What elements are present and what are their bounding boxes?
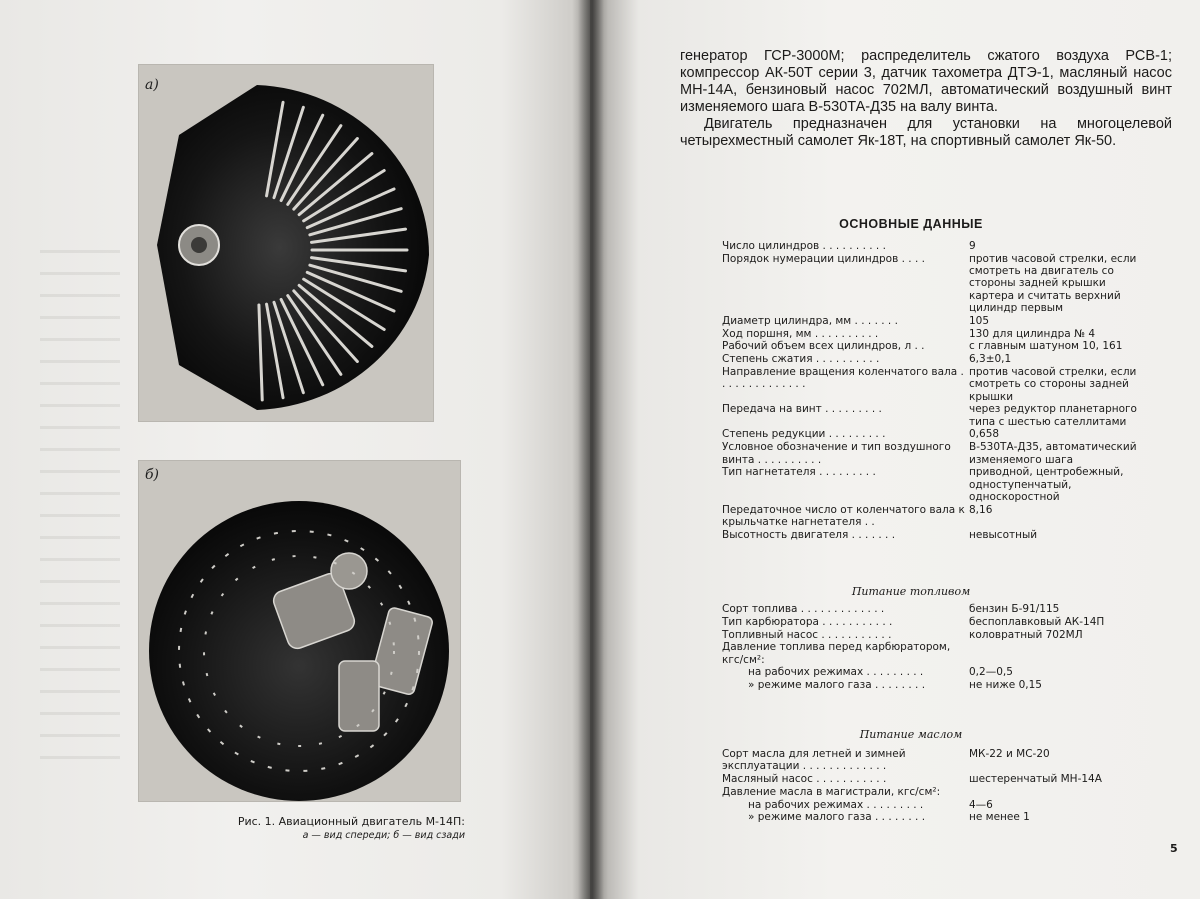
- spec-name: Масляный насос . . . . . . . . . . .: [722, 773, 887, 786]
- spec-name: Тип карбюратора . . . . . . . . . . .: [722, 615, 893, 628]
- spec-row: [722, 403, 1142, 428]
- spec-name: Число цилиндров . . . . . . . . . .: [722, 240, 886, 252]
- book-gutter: [578, 0, 604, 899]
- spec-row: [722, 504, 1142, 529]
- spec-name: Диаметр цилиндра, мм . . . . . . .: [722, 314, 898, 327]
- spec-value: бензин Б-91/115: [969, 603, 1060, 615]
- spec-row: [722, 786, 1142, 798]
- spec-row: [722, 641, 1142, 666]
- spec-value: МК-22 и МС-20: [969, 748, 1050, 760]
- spec-row: [722, 340, 1142, 352]
- figure-caption: [215, 815, 465, 843]
- caption-legend: а — вид спереди; б — вид сзади: [302, 830, 465, 841]
- caption-title: Рис. 1. Авиационный двигатель М-14П:: [237, 815, 465, 828]
- engine-front-photo: [138, 64, 434, 422]
- spec-name: Топливный насос . . . . . . . . . . .: [722, 628, 892, 641]
- spec-row: [722, 811, 1142, 823]
- spec-value: 9: [969, 240, 976, 252]
- spec-name: Передаточное число от коленчатого вала к крыльчатке нагнетателя . .: [722, 503, 965, 529]
- spec-value: беспоплавковый АК-14П: [969, 615, 1105, 628]
- spec-value: [969, 641, 1139, 666]
- spec-name: Сорт масла для летней и зимней эксплуатации . . . . . . . . . . . . .: [722, 748, 906, 773]
- page-number: 5: [1170, 842, 1178, 855]
- spec-name: на рабочих режимах . . . . . . . . .: [748, 666, 924, 679]
- section-title: ОСНОВНЫЕ ДАННЫЕ: [839, 217, 983, 231]
- oil-subheading: Питание маслом: [859, 728, 963, 741]
- spec-row: [722, 799, 1142, 811]
- spec-value: против часовой стрелки, если смотреть со стороны задней крышки: [969, 365, 1137, 403]
- spec-row: [722, 629, 1142, 641]
- spec-value: В-530ТА-Д35, автоматический изменяемого шага: [969, 441, 1137, 466]
- spec-name: Степень редукции . . . . . . . . .: [722, 428, 886, 441]
- spec-row: [722, 748, 1142, 773]
- spec-name: Степень сжатия . . . . . . . . . .: [722, 353, 880, 366]
- spec-row: [722, 428, 1142, 440]
- spec-value: 0,658: [969, 428, 1000, 441]
- spec-value: через редуктор планетарного типа с шестью сателлитами: [969, 403, 1137, 428]
- spec-row: [722, 773, 1142, 785]
- fuel-specs-table: [722, 603, 1142, 692]
- spec-name: » режиме малого газа . . . . . . . .: [748, 679, 926, 692]
- spec-name: Сорт топлива . . . . . . . . . . . . .: [722, 603, 885, 615]
- spec-name: Ход поршня, мм . . . . . . . . . .: [722, 327, 879, 340]
- left-page: [0, 0, 590, 899]
- spec-name: Условное обозначение и тип воздушного винта . . . . . . . . . .: [722, 441, 951, 466]
- engine-rear-photo: [138, 460, 461, 802]
- spec-name: Передача на винт . . . . . . . . .: [722, 403, 882, 416]
- spec-value: против часовой стрелки, если смотреть на двигатель со стороны задней крышки картера и считать верхний цилиндр первым: [969, 252, 1137, 314]
- spec-row: [722, 253, 1142, 314]
- spec-value: невысотный: [969, 528, 1038, 541]
- spec-row: [722, 353, 1142, 365]
- spec-value: 4—6: [969, 798, 993, 811]
- spec-value: не менее 1: [969, 811, 1030, 824]
- spec-value: шестеренчатый МН-14А: [969, 773, 1102, 786]
- spec-value: 8,16: [969, 503, 993, 516]
- spec-row: [722, 366, 1142, 403]
- spec-name: Рабочий объем всех цилиндров, л . .: [722, 340, 925, 353]
- spec-row: [722, 666, 1142, 678]
- spec-value: 130 для цилиндра № 4: [969, 327, 1096, 340]
- spec-value: 105: [969, 314, 990, 327]
- spec-value: приводной, центробежный, одноступенчатый, односкоростной: [969, 466, 1124, 503]
- spec-row: [722, 315, 1142, 327]
- main-specs-table: [722, 240, 1142, 542]
- bleed-through-text: [40, 250, 120, 770]
- spec-row: [722, 603, 1142, 615]
- spec-row: [722, 679, 1142, 691]
- spec-row: [722, 466, 1142, 503]
- spec-value: не ниже 0,15: [969, 679, 1042, 692]
- intro-paragraph-2: Двигатель предназначен для установки на многоцелевой четырехместный самолет Як-18Т, на спортивный самолет Як-50.: [680, 116, 1172, 149]
- spec-value: с главным шатуном 10, 161: [969, 340, 1123, 353]
- spec-value: 0,2—0,5: [969, 666, 1013, 679]
- spec-row: [722, 240, 1142, 252]
- spec-row: [722, 328, 1142, 340]
- spec-name: Порядок нумерации цилиндров . . . .: [722, 252, 925, 265]
- intro-text: [680, 48, 1172, 150]
- photo-a-label: а): [145, 77, 159, 93]
- spec-name: Давление масла в магистрали, кгс/см²:: [722, 785, 941, 798]
- spec-row: [722, 616, 1142, 628]
- fuel-subheading: Питание топливом: [851, 585, 971, 598]
- spec-value: 6,3±0,1: [969, 353, 1012, 366]
- photo-b-label: б): [145, 467, 160, 483]
- spec-row: [722, 529, 1142, 541]
- spec-name: Направление вращения коленчатого вала . . . . . . . . . . . . . .: [722, 365, 964, 391]
- spec-name: Высотность двигателя . . . . . . .: [722, 528, 896, 541]
- spec-name: » режиме малого газа . . . . . . . .: [748, 811, 926, 824]
- spec-name: Тип нагнетателя . . . . . . . . .: [722, 466, 876, 479]
- oil-specs-table: [722, 748, 1142, 824]
- intro-paragraph-1: генератор ГСР-3000М; распределитель сжатого воздуха РСВ-1; компрессор АК-50Т серии 3, датчик тахометра ДТЭ-1, масляный насос МН-14А, бензиновый насос 702МЛ, автоматический воздушный винт изменяемого шага В-530ТА-Д35 на валу винта.: [680, 48, 1172, 115]
- spec-value: [969, 786, 1139, 798]
- spec-name: Давление топлива перед карбюратором, кгс/см²:: [722, 641, 951, 666]
- spec-row: [722, 441, 1142, 466]
- spec-value: коловратный 702МЛ: [969, 628, 1083, 641]
- spec-name: на рабочих режимах . . . . . . . . .: [748, 798, 924, 811]
